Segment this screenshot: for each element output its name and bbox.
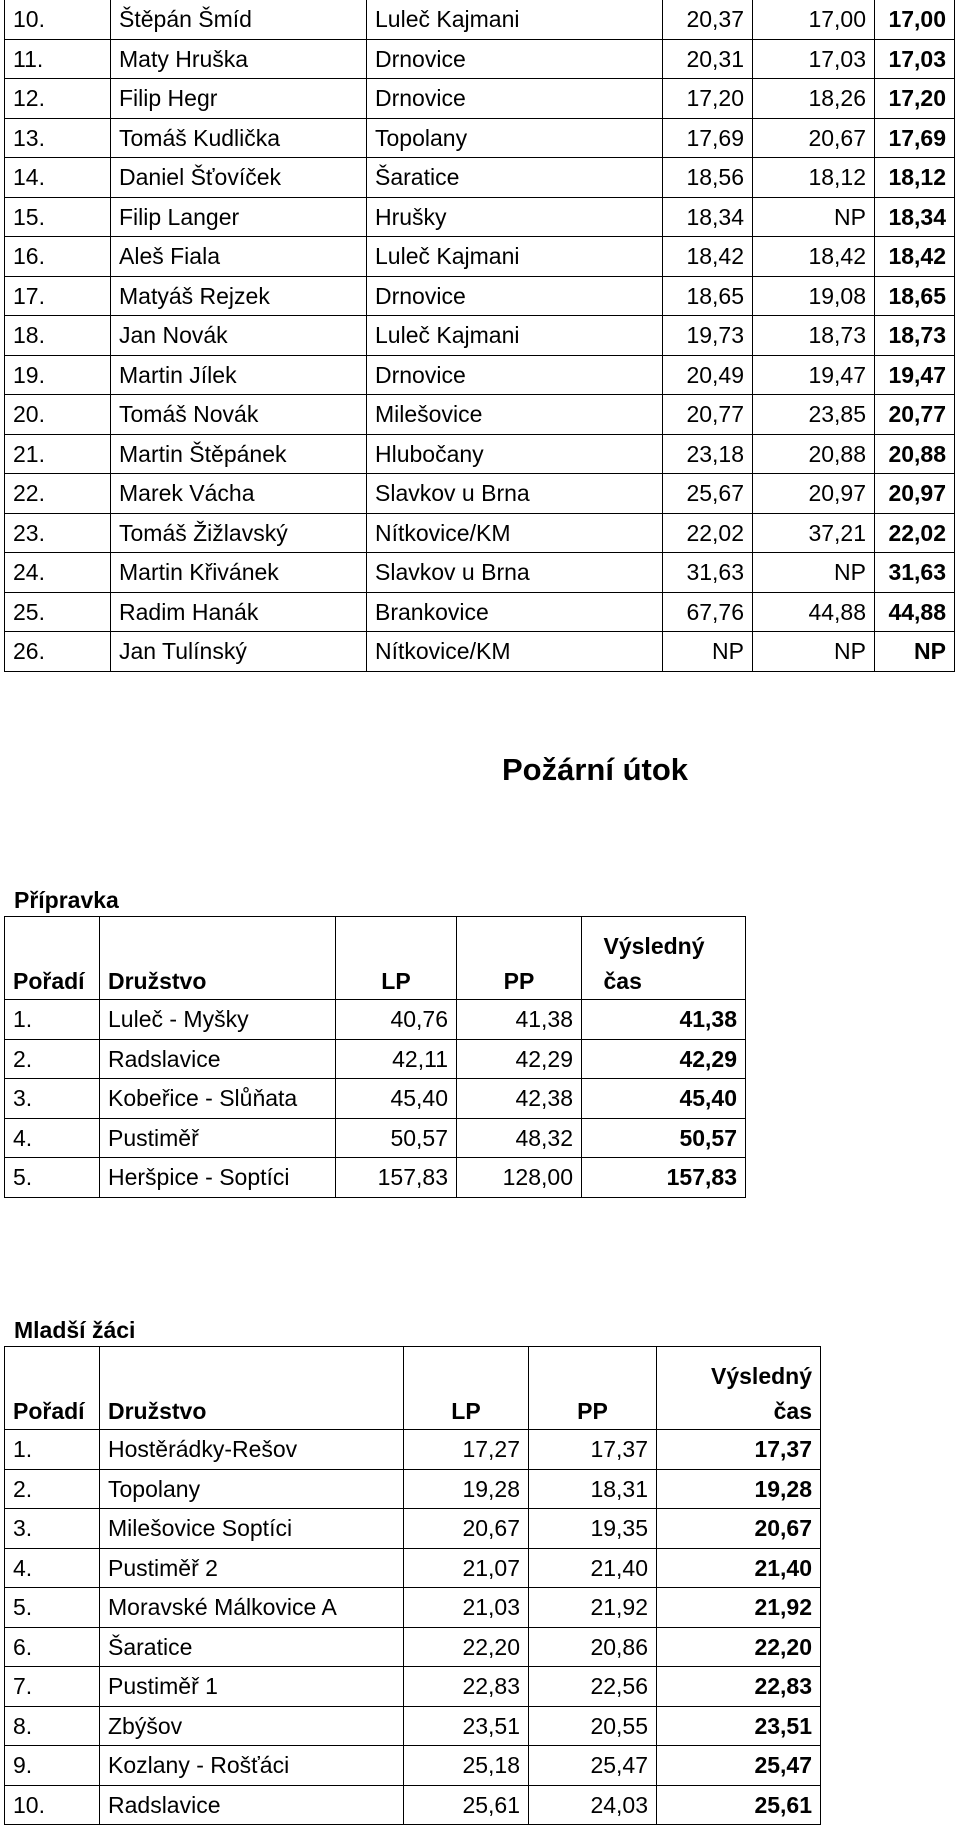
table-row: [5, 395, 955, 435]
table-row: [5, 118, 955, 158]
rank-cell: 8.: [5, 1706, 100, 1746]
lp-cell: 20,77: [663, 395, 753, 435]
result-cell: 22,02: [875, 513, 955, 553]
result-cell: 21,92: [657, 1588, 821, 1628]
lp-cell: 157,83: [336, 1158, 457, 1198]
lp-cell: 40,76: [336, 1000, 457, 1040]
club-cell: Luleč Kajmani: [367, 0, 663, 39]
result-cell: 22,83: [657, 1667, 821, 1707]
result-cell: 22,20: [657, 1627, 821, 1667]
pp-cell: 48,32: [457, 1118, 582, 1158]
pp-cell: 42,29: [457, 1039, 582, 1079]
pp-cell: 24,03: [529, 1785, 657, 1825]
rank-cell: 19.: [5, 355, 111, 395]
table-row: [5, 474, 955, 514]
result-cell: 42,29: [582, 1039, 746, 1079]
lp-cell: 67,76: [663, 592, 753, 632]
club-cell: Drnovice: [367, 355, 663, 395]
lp-cell: 25,18: [404, 1746, 529, 1786]
name-cell: Martin Křivánek: [111, 553, 367, 593]
rank-cell: 23.: [5, 513, 111, 553]
result-cell: 41,38: [582, 1000, 746, 1040]
club-cell: Hrušky: [367, 197, 663, 237]
club-cell: Drnovice: [367, 276, 663, 316]
lp-cell: 22,02: [663, 513, 753, 553]
rank-cell: 17.: [5, 276, 111, 316]
table-row: [5, 197, 955, 237]
header-lp: LP: [336, 917, 457, 1000]
rank-cell: 2.: [5, 1469, 100, 1509]
header-pp: PP: [457, 917, 582, 1000]
rank-cell: 18.: [5, 316, 111, 356]
rank-cell: 5.: [5, 1158, 100, 1198]
lp-cell: 17,20: [663, 79, 753, 119]
club-cell: Luleč Kajmani: [367, 237, 663, 277]
lp-cell: 25,67: [663, 474, 753, 514]
lp-cell: 50,57: [336, 1118, 457, 1158]
name-cell: Martin Štěpánek: [111, 434, 367, 474]
name-cell: Aleš Fiala: [111, 237, 367, 277]
rank-cell: 21.: [5, 434, 111, 474]
club-cell: Nítkovice/KM: [367, 632, 663, 672]
table-row: [5, 1509, 821, 1549]
pp-cell: 42,38: [457, 1079, 582, 1119]
name-cell: Tomáš Kudlička: [111, 118, 367, 158]
rank-cell: 12.: [5, 79, 111, 119]
table-row: [5, 1548, 821, 1588]
table-header-row: [5, 917, 746, 1000]
lp-cell: 18,56: [663, 158, 753, 198]
team-cell: Zbýšov: [100, 1706, 404, 1746]
table-row: [5, 1158, 746, 1198]
result-cell: 18,65: [875, 276, 955, 316]
club-cell: Slavkov u Brna: [367, 474, 663, 514]
lp-cell: 21,07: [404, 1548, 529, 1588]
lp-cell: 19,28: [404, 1469, 529, 1509]
team-cell: Heršpice - Soptíci: [100, 1158, 336, 1198]
rank-cell: 6.: [5, 1627, 100, 1667]
pp-cell: 20,97: [753, 474, 875, 514]
lp-cell: 20,37: [663, 0, 753, 39]
pp-cell: 18,31: [529, 1469, 657, 1509]
table-row: [5, 1746, 821, 1786]
lp-cell: 31,63: [663, 553, 753, 593]
result-cell: 17,69: [875, 118, 955, 158]
rank-cell: 20.: [5, 395, 111, 435]
section-heading: Požární útok: [501, 752, 688, 787]
club-cell: Slavkov u Brna: [367, 553, 663, 593]
lp-cell: 22,83: [404, 1667, 529, 1707]
pp-cell: 37,21: [753, 513, 875, 553]
name-cell: Maty Hruška: [111, 39, 367, 79]
result-cell: 18,73: [875, 316, 955, 356]
team-cell: Pustiměř: [100, 1118, 336, 1158]
table-row: [5, 1039, 746, 1079]
club-cell: Hlubočany: [367, 434, 663, 474]
pp-cell: 18,73: [753, 316, 875, 356]
result-cell: 25,61: [657, 1785, 821, 1825]
result-cell: 18,12: [875, 158, 955, 198]
rank-cell: 24.: [5, 553, 111, 593]
team-cell: Šaratice: [100, 1627, 404, 1667]
result-cell: 20,97: [875, 474, 955, 514]
table-row: [5, 1469, 821, 1509]
header-team: Družstvo: [100, 1347, 404, 1430]
result-cell: 20,77: [875, 395, 955, 435]
club-cell: Topolany: [367, 118, 663, 158]
pp-cell: 128,00: [457, 1158, 582, 1198]
lp-cell: 17,27: [404, 1430, 529, 1470]
club-cell: Luleč Kajmani: [367, 316, 663, 356]
name-cell: Radim Hanák: [111, 592, 367, 632]
name-cell: Jan Novák: [111, 316, 367, 356]
name-cell: Filip Hegr: [111, 79, 367, 119]
club-cell: Drnovice: [367, 79, 663, 119]
table-row: [5, 434, 955, 474]
table-row: [5, 276, 955, 316]
result-cell: 50,57: [582, 1118, 746, 1158]
pp-cell: NP: [753, 632, 875, 672]
result-cell: 18,34: [875, 197, 955, 237]
pp-cell: 18,42: [753, 237, 875, 277]
rank-cell: 1.: [5, 1000, 100, 1040]
pp-cell: 21,92: [529, 1588, 657, 1628]
lp-cell: 45,40: [336, 1079, 457, 1119]
result-cell: 45,40: [582, 1079, 746, 1119]
mladsi-zaci-title: Mladší žáci: [14, 1317, 136, 1343]
lp-cell: 23,51: [404, 1706, 529, 1746]
table-row: [5, 1706, 821, 1746]
team-cell: Kozlany - Rošťáci: [100, 1746, 404, 1786]
table-row: [5, 316, 955, 356]
lp-cell: 17,69: [663, 118, 753, 158]
result-cell: 31,63: [875, 553, 955, 593]
team-cell: Moravské Málkovice A: [100, 1588, 404, 1628]
table-row: [5, 1588, 821, 1628]
rank-cell: 5.: [5, 1588, 100, 1628]
result-cell: 20,88: [875, 434, 955, 474]
result-cell: 44,88: [875, 592, 955, 632]
lp-cell: 42,11: [336, 1039, 457, 1079]
result-cell: 19,47: [875, 355, 955, 395]
result-cell: NP: [875, 632, 955, 672]
lp-cell: 22,20: [404, 1627, 529, 1667]
club-cell: Milešovice: [367, 395, 663, 435]
name-cell: Jan Tulínský: [111, 632, 367, 672]
result-cell: 157,83: [582, 1158, 746, 1198]
rank-cell: 9.: [5, 1746, 100, 1786]
table-row: [5, 1785, 821, 1825]
team-cell: Topolany: [100, 1469, 404, 1509]
header-lp: LP: [404, 1347, 529, 1430]
result-cell: 21,40: [657, 1548, 821, 1588]
team-cell: Radslavice: [100, 1039, 336, 1079]
table-row: [5, 1079, 746, 1119]
pp-cell: NP: [753, 197, 875, 237]
table-row: [5, 1627, 821, 1667]
lp-cell: 25,61: [404, 1785, 529, 1825]
rank-cell: 1.: [5, 1430, 100, 1470]
pp-cell: 41,38: [457, 1000, 582, 1040]
rank-cell: 13.: [5, 118, 111, 158]
name-cell: Matyáš Rejzek: [111, 276, 367, 316]
rank-cell: 26.: [5, 632, 111, 672]
name-cell: Martin Jílek: [111, 355, 367, 395]
individual-results-table: [4, 0, 955, 672]
table-row: [5, 553, 955, 593]
team-cell: Pustiměř 2: [100, 1548, 404, 1588]
club-cell: Drnovice: [367, 39, 663, 79]
header-rank: Pořadí: [5, 917, 100, 1000]
lp-cell: 18,34: [663, 197, 753, 237]
header-pp: PP: [529, 1347, 657, 1430]
result-cell: 19,28: [657, 1469, 821, 1509]
name-cell: Tomáš Žižlavský: [111, 513, 367, 553]
rank-cell: 11.: [5, 39, 111, 79]
table-row: [5, 592, 955, 632]
table-row: [5, 513, 955, 553]
lp-cell: 23,18: [663, 434, 753, 474]
mladsi-zaci-table: [4, 1346, 821, 1825]
rank-cell: 22.: [5, 474, 111, 514]
rank-cell: 10.: [5, 1785, 100, 1825]
pp-cell: 17,03: [753, 39, 875, 79]
rank-cell: 4.: [5, 1118, 100, 1158]
table-row: [5, 158, 955, 198]
rank-cell: 25.: [5, 592, 111, 632]
table-row: [5, 0, 955, 39]
lp-cell: 20,67: [404, 1509, 529, 1549]
rank-cell: 4.: [5, 1548, 100, 1588]
pp-cell: 20,88: [753, 434, 875, 474]
pp-cell: 19,47: [753, 355, 875, 395]
name-cell: Filip Langer: [111, 197, 367, 237]
table-row: [5, 1430, 821, 1470]
table-row: [5, 79, 955, 119]
table-row: [5, 355, 955, 395]
pp-cell: 18,12: [753, 158, 875, 198]
rank-cell: 2.: [5, 1039, 100, 1079]
pp-cell: 21,40: [529, 1548, 657, 1588]
table-row: [5, 1000, 746, 1040]
result-cell: 17,03: [875, 39, 955, 79]
lp-cell: NP: [663, 632, 753, 672]
team-cell: Luleč - Myšky: [100, 1000, 336, 1040]
pp-cell: 23,85: [753, 395, 875, 435]
rank-cell: 7.: [5, 1667, 100, 1707]
table-row: [5, 1118, 746, 1158]
result-cell: 17,00: [875, 0, 955, 39]
club-cell: Brankovice: [367, 592, 663, 632]
team-cell: Hostěrádky-Rešov: [100, 1430, 404, 1470]
pp-cell: 17,37: [529, 1430, 657, 1470]
header-team: Družstvo: [100, 917, 336, 1000]
pp-cell: 17,00: [753, 0, 875, 39]
table-header-row: [5, 1347, 821, 1430]
result-cell: 18,42: [875, 237, 955, 277]
club-cell: Nítkovice/KM: [367, 513, 663, 553]
result-cell: 20,67: [657, 1509, 821, 1549]
lp-cell: 21,03: [404, 1588, 529, 1628]
lp-cell: 19,73: [663, 316, 753, 356]
pp-cell: NP: [753, 553, 875, 593]
rank-cell: 14.: [5, 158, 111, 198]
pp-cell: 44,88: [753, 592, 875, 632]
pp-cell: 20,86: [529, 1627, 657, 1667]
pripravka-table: [4, 916, 746, 1198]
lp-cell: 20,49: [663, 355, 753, 395]
result-cell: 23,51: [657, 1706, 821, 1746]
lp-cell: 20,31: [663, 39, 753, 79]
pripravka-title: Přípravka: [14, 887, 119, 913]
lp-cell: 18,65: [663, 276, 753, 316]
pp-cell: 18,26: [753, 79, 875, 119]
pp-cell: 20,55: [529, 1706, 657, 1746]
team-cell: Pustiměř 1: [100, 1667, 404, 1707]
lp-cell: 18,42: [663, 237, 753, 277]
table-row: [5, 237, 955, 277]
pp-cell: 22,56: [529, 1667, 657, 1707]
header-rank: Pořadí: [5, 1347, 100, 1430]
pp-cell: 19,08: [753, 276, 875, 316]
club-cell: Šaratice: [367, 158, 663, 198]
header-result: Výsledný čas: [657, 1347, 821, 1430]
table-row: [5, 39, 955, 79]
team-cell: Radslavice: [100, 1785, 404, 1825]
team-cell: Milešovice Soptíci: [100, 1509, 404, 1549]
pp-cell: 19,35: [529, 1509, 657, 1549]
team-cell: Kobeřice - Slůňata: [100, 1079, 336, 1119]
rank-cell: 3.: [5, 1509, 100, 1549]
table-row: [5, 1667, 821, 1707]
result-cell: 25,47: [657, 1746, 821, 1786]
name-cell: Marek Vácha: [111, 474, 367, 514]
rank-cell: 3.: [5, 1079, 100, 1119]
result-cell: 17,37: [657, 1430, 821, 1470]
result-cell: 17,20: [875, 79, 955, 119]
pp-cell: 20,67: [753, 118, 875, 158]
table-row: [5, 632, 955, 672]
name-cell: Štěpán Šmíd: [111, 0, 367, 39]
rank-cell: 16.: [5, 237, 111, 277]
rank-cell: 10.: [5, 0, 111, 39]
name-cell: Tomáš Novák: [111, 395, 367, 435]
header-result: Výsledný čas: [582, 917, 746, 1000]
rank-cell: 15.: [5, 197, 111, 237]
name-cell: Daniel Šťovíček: [111, 158, 367, 198]
pp-cell: 25,47: [529, 1746, 657, 1786]
